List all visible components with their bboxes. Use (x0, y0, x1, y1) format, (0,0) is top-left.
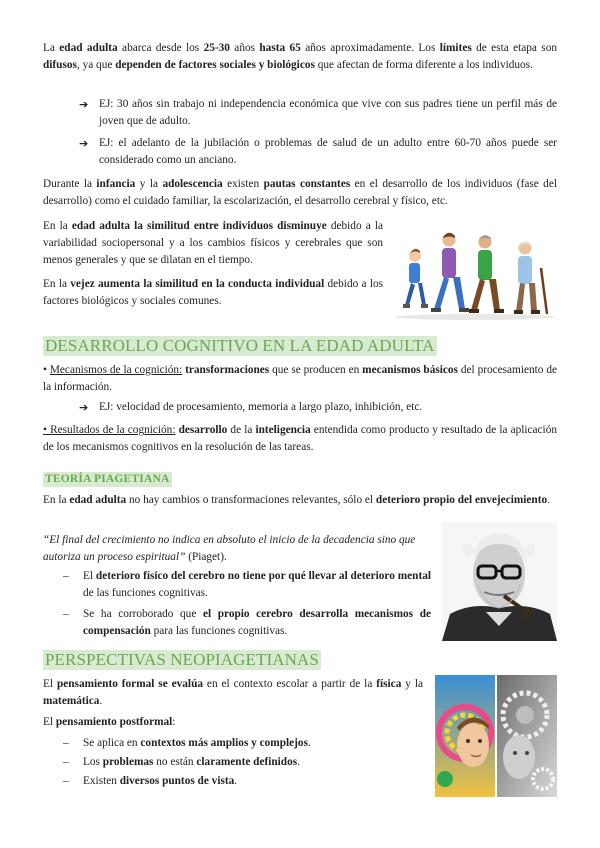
cognition-collage (435, 675, 557, 797)
results-paragraph: • Resultados de la cognición: desarrollo de la inteligencia entendida como producto y resultado de la aplicación de los mecanismos cognitivos en la resolución de las tareas. (43, 424, 557, 453)
list-item: ➔ EJ: el adelanto de la jubilación o problemas de salud de un adulto entre 60-70 años puede ser considerado como un anciano. (79, 135, 557, 169)
section-heading-neopiagetian (43, 650, 557, 671)
list-item: – Los problemas no están claramente definidos. (63, 754, 423, 771)
list-item: ➔ EJ: velocidad de procesamiento, memoria a largo plazo, inhibición, etc. (79, 401, 423, 414)
development-paragraph: Durante la infancia y la adolescencia existen pautas constantes en el desarrollo de los individuos (fase del desarrollo) como el cuidado familiar, la escolarización, el desarrollo cerebral y físico, etc. (43, 178, 557, 207)
arrow-icon: ➔ (79, 98, 89, 111)
dash-icon: – (63, 608, 69, 620)
dash-icon: – (63, 737, 69, 749)
list-item: – Se aplica en contextos más amplios y complejos. (63, 735, 423, 752)
postformal-paragraph: El pensamiento postformal: (43, 716, 176, 728)
dash-icon: – (63, 775, 69, 787)
adult-similarity-paragraph: En la edad adulta la similitud entre individuos disminuye debido a la variabilidad sociopersonal y a los cambios físicos y cerebrales que son menos generales y que se dilatan en el tiempo. (43, 220, 383, 266)
piagetian-dash-list (43, 568, 431, 640)
list-item: – El deterioro físico del cerebro no tiene por qué llevar al deterioro mental de las funciones cognitivas. (63, 568, 431, 602)
dash-icon: – (63, 756, 69, 768)
section-title: DESARROLLO COGNITIVO EN LA EDAD ADULTA (45, 336, 435, 355)
aging-stages-illustration (393, 222, 557, 320)
piaget-portrait (442, 522, 557, 641)
mechanisms-bullets (43, 399, 557, 416)
piaget-quote: “El final del crecimiento no indica en absoluto el inicio de la decadencia sino que autoriza un proceso espiritual” (Piaget). (43, 534, 416, 563)
cognition-collage-image (435, 675, 557, 797)
subsection-title: TEORÍA PIAGETIANA (45, 473, 170, 485)
piaget-photo (442, 522, 557, 641)
dash-icon: – (63, 570, 69, 582)
list-item: – Se ha corroborado que el propio cerebro desarrolla mecanismos de compensación para las funciones cognitivas. (63, 606, 431, 640)
subheading-piagetian (43, 471, 557, 488)
formal-thought-paragraph: El pensamiento formal se evalúa en el contexto escolar a partir de la física y la matemática. (43, 678, 423, 707)
bullet-icon: • (43, 364, 47, 376)
intro-bullets (43, 96, 557, 169)
arrow-icon: ➔ (79, 401, 89, 414)
bullet-icon: • (43, 424, 47, 436)
piagetian-paragraph: En la edad adulta no hay cambios o transformaciones relevantes, sólo el deterioro propio del envejecimiento. (43, 494, 550, 506)
list-item: ➔ EJ: 30 años sin trabajo ni independencia económica que vive con sus padres tiene un perfil más de joven que de adulto. (79, 96, 557, 130)
section-heading-cognitive (43, 336, 557, 357)
postformal-dash-list (43, 735, 423, 790)
arrow-icon: ➔ (79, 137, 89, 150)
aging-stages-image (393, 222, 557, 320)
mechanisms-paragraph: • Mecanismos de la cognición: transformaciones que se producen en mecanismos básicos del procesamiento de la información. (43, 364, 558, 393)
intro-paragraph: La edad adulta abarca desde los 25-30 años hasta 65 años aproximadamente. Los límites de esta etapa son difusos, ya que dependen de factores sociales y biológicos que afectan de forma diferente a los individuos. (43, 42, 557, 71)
old-age-paragraph: En la vejez aumenta la similitud en la conducta individual debido a los factores biológicos y sociales comunes. (43, 278, 384, 307)
section-title: PERSPECTIVAS NEOPIAGETIANAS (45, 650, 319, 669)
list-item: – Existen diversos puntos de vista. (63, 773, 423, 790)
